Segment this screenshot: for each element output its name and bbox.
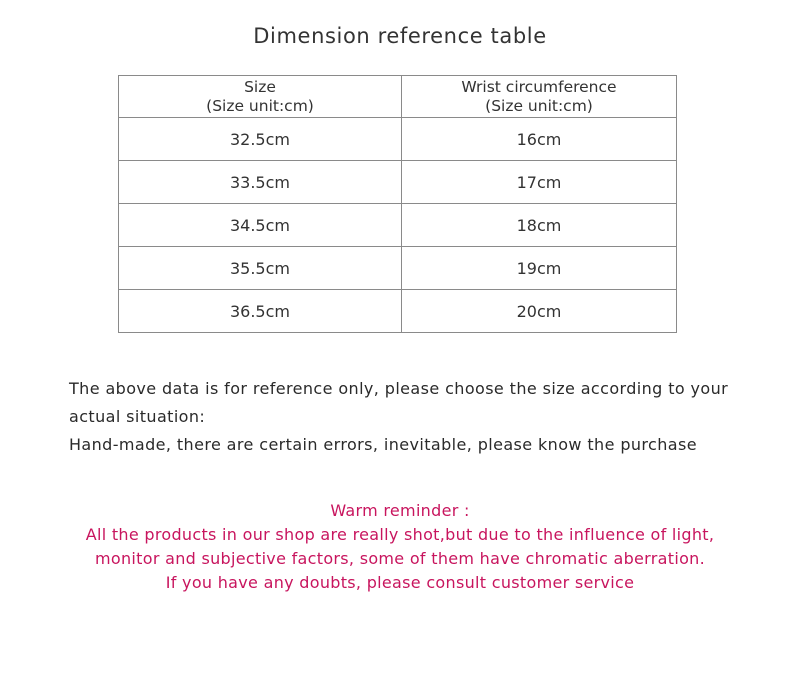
table-row [119,118,677,161]
header-unit: (Size unit:cm) [485,96,593,115]
wrist-cell: 17cm [402,161,677,204]
size-cell: 36.5cm [119,290,402,333]
note-line: actual situation: [69,407,206,426]
size-cell: 33.5cm [119,161,402,204]
column-header-wrist [402,76,677,118]
size-cell: 35.5cm [119,247,402,290]
table-row [119,247,677,290]
note-line: The above data is for reference only, please choose the size according to your [69,379,729,398]
reminder-heading: Warm reminder : [330,501,470,520]
size-cell: 32.5cm [119,118,402,161]
note-line: Hand-made, there are certain errors, inevitable, please know the purchase [69,435,697,454]
wrist-cell: 16cm [402,118,677,161]
reminder-line: All the products in our shop are really shot,but due to the influence of light, [85,525,715,544]
wrist-cell: 19cm [402,247,677,290]
column-header-size [119,76,402,118]
reminder-line: If you have any doubts, please consult customer service [165,573,635,592]
warm-reminder [0,499,800,595]
reference-note [69,375,769,459]
page-title: Dimension reference table [253,24,547,48]
wrist-cell: 20cm [402,290,677,333]
header-label: Size [244,77,276,96]
table-row [119,204,677,247]
reminder-line: monitor and subjective factors, some of them have chromatic aberration. [95,549,705,568]
header-unit: (Size unit:cm) [206,96,314,115]
table-row [119,161,677,204]
table-header-row [119,76,677,118]
header-label: Wrist circumference [461,77,617,96]
wrist-cell: 18cm [402,204,677,247]
table-row [119,290,677,333]
size-cell: 34.5cm [119,204,402,247]
dimension-table [118,75,677,333]
